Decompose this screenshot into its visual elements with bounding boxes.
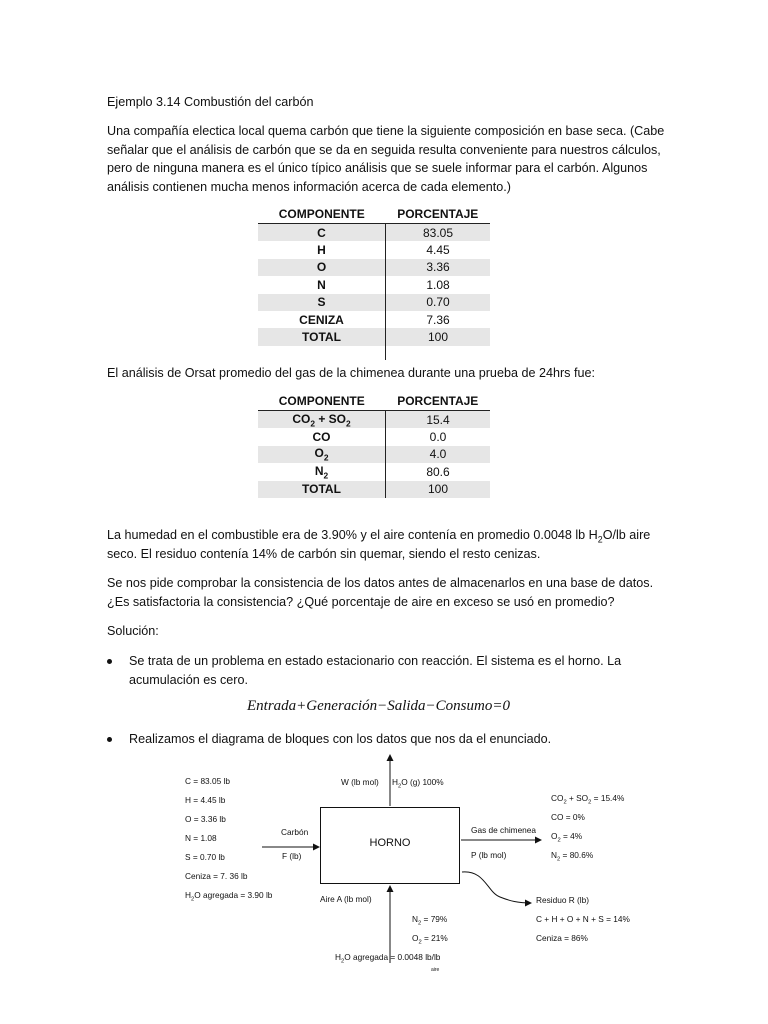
component-cell: O — [258, 259, 386, 276]
percentage-cell: 4.45 — [386, 241, 491, 258]
humidity-line-2: seco. El residuo contenía 14% de carbón sin quemar, siendo el resto cenizas. — [107, 547, 541, 561]
humidity-line-1: La humedad en el combustible era de 3.90% y el aire contenía en promedio 0.0048 lb $H_2O/lb$ aire — [107, 528, 651, 545]
air-nitrogen: $N_2 = 79\%$ — [412, 914, 448, 927]
percentage-cell: 80.6 — [386, 463, 491, 480]
component-cell: $CO_2 + SO_2$ — [258, 411, 386, 429]
bullet-2-text: Realizamos el diagrama de bloques con los datos que nos da el enunciado. — [129, 732, 552, 746]
residue-item: Ceniza = 86% — [536, 933, 588, 943]
component-cell: TOTAL — [258, 481, 386, 498]
percentage-cell: 0.70 — [386, 294, 491, 311]
solution-label: Solución: — [107, 624, 159, 638]
feed-item: H = 4.45 lb — [185, 795, 226, 805]
coal-label: Carbón — [281, 827, 309, 837]
component-cell: C — [258, 224, 386, 242]
percentage-cell: 0.0 — [386, 428, 491, 445]
bullet-1-line-1: Se trata de un problema en estado estacionario con reacción. El sistema es el horno. La — [129, 654, 622, 668]
furnace-label: HORNO — [369, 837, 411, 849]
air-water: $H_2O$ agregada = 0.0048 lb/lb aire — [335, 952, 441, 973]
flue-item: $CO_2 + SO_2 = 15.4\%$ — [551, 793, 625, 806]
question-line-1: Se nos pide comprobar la consistencia de los datos antes de almacenarlos en una base de datos. — [107, 576, 654, 590]
flue-gas-variable: P (lb mol) — [471, 850, 507, 860]
component-cell: N — [317, 277, 326, 292]
component-cell: H — [317, 243, 326, 258]
flue-item: $O_2 = 4\%$ — [551, 831, 583, 844]
residue-arrow — [462, 872, 531, 903]
top-stream-variable: W (lb mol) — [341, 777, 379, 787]
balance-equation: Entrada+Generación−Salida−Consumo=0 — [247, 698, 510, 714]
bullet-1-line-2: acumulación es cero. — [129, 673, 249, 687]
orsat-intro: El análisis de Orsat promedio del gas de la chimenea durante una prueba de 24hrs fue: — [107, 366, 595, 380]
percentage-cell: 15.4 — [386, 411, 491, 429]
air-oxygen: $O_2 = 21\%$ — [412, 933, 448, 946]
feed-water: $H_2O$ agregada = 3.90 lb — [185, 890, 273, 903]
residue-label: Residuo R (lb) — [536, 895, 590, 905]
residue-item: C + H + O + N + S = 14% — [536, 914, 630, 924]
column-header: PORCENTAJE — [386, 205, 491, 224]
feed-item: C = 83.05 lb — [185, 776, 230, 786]
feed-item: O = 3.36 lb — [185, 814, 226, 824]
feed-item: N = 1.08 — [185, 833, 217, 843]
intro-paragraph: Una compañía electica local quema carbón que tiene la siguiente composición en base seca. (Cabe señalar que el análisis de carbón que se da en seguida resulta conveniente para nuestros cálculos, pero de ninguna manera es el único típico análisis que se suele informar para el carbón. Algunos análisis contienen mucha menos información acerca de cada elemento.) — [107, 124, 665, 194]
component-cell: $N_2$ — [314, 463, 329, 481]
component-cell: CO — [312, 430, 331, 445]
feed-item: S = 0.70 lb — [185, 852, 225, 862]
column-header: PORCENTAJE — [386, 392, 491, 411]
percentage-cell: 4.0 — [386, 446, 491, 463]
column-header: COMPONENTE — [258, 392, 386, 411]
percentage-cell: 1.08 — [386, 276, 491, 293]
flue-item: CO = 0% — [551, 812, 585, 822]
question-line-2: ¿Es satisfactoria la consistencia? ¿Qué porcentaje de aire en exceso se usó en promedio? — [107, 595, 615, 609]
percentage-cell: 3.36 — [386, 259, 491, 276]
flue-item: $N_2 = 80.6\%$ — [551, 850, 594, 863]
component-cell: S — [258, 294, 386, 311]
percentage-cell: 7.36 — [386, 311, 491, 328]
example-heading: Ejemplo 3.14 Combustión del carbón — [107, 95, 314, 109]
feed-item: Ceniza = 7. 36 lb — [185, 871, 248, 881]
air-label: Aire A (lb mol) — [320, 894, 372, 904]
column-header: COMPONENTE — [258, 205, 386, 224]
percentage-cell: 83.05 — [386, 224, 491, 242]
coal-variable: F (lb) — [282, 851, 302, 861]
percentage-cell: 100 — [386, 481, 491, 498]
component-cell: TOTAL — [258, 328, 386, 345]
percentage-cell: 100 — [386, 328, 491, 345]
component-cell: $O_2$ — [258, 446, 386, 463]
top-stream-composition: $H_2O$ (g) 100% — [392, 777, 444, 790]
component-cell: CENIZA — [299, 312, 344, 327]
flue-gas-label: Gas de chimenea — [471, 825, 537, 835]
